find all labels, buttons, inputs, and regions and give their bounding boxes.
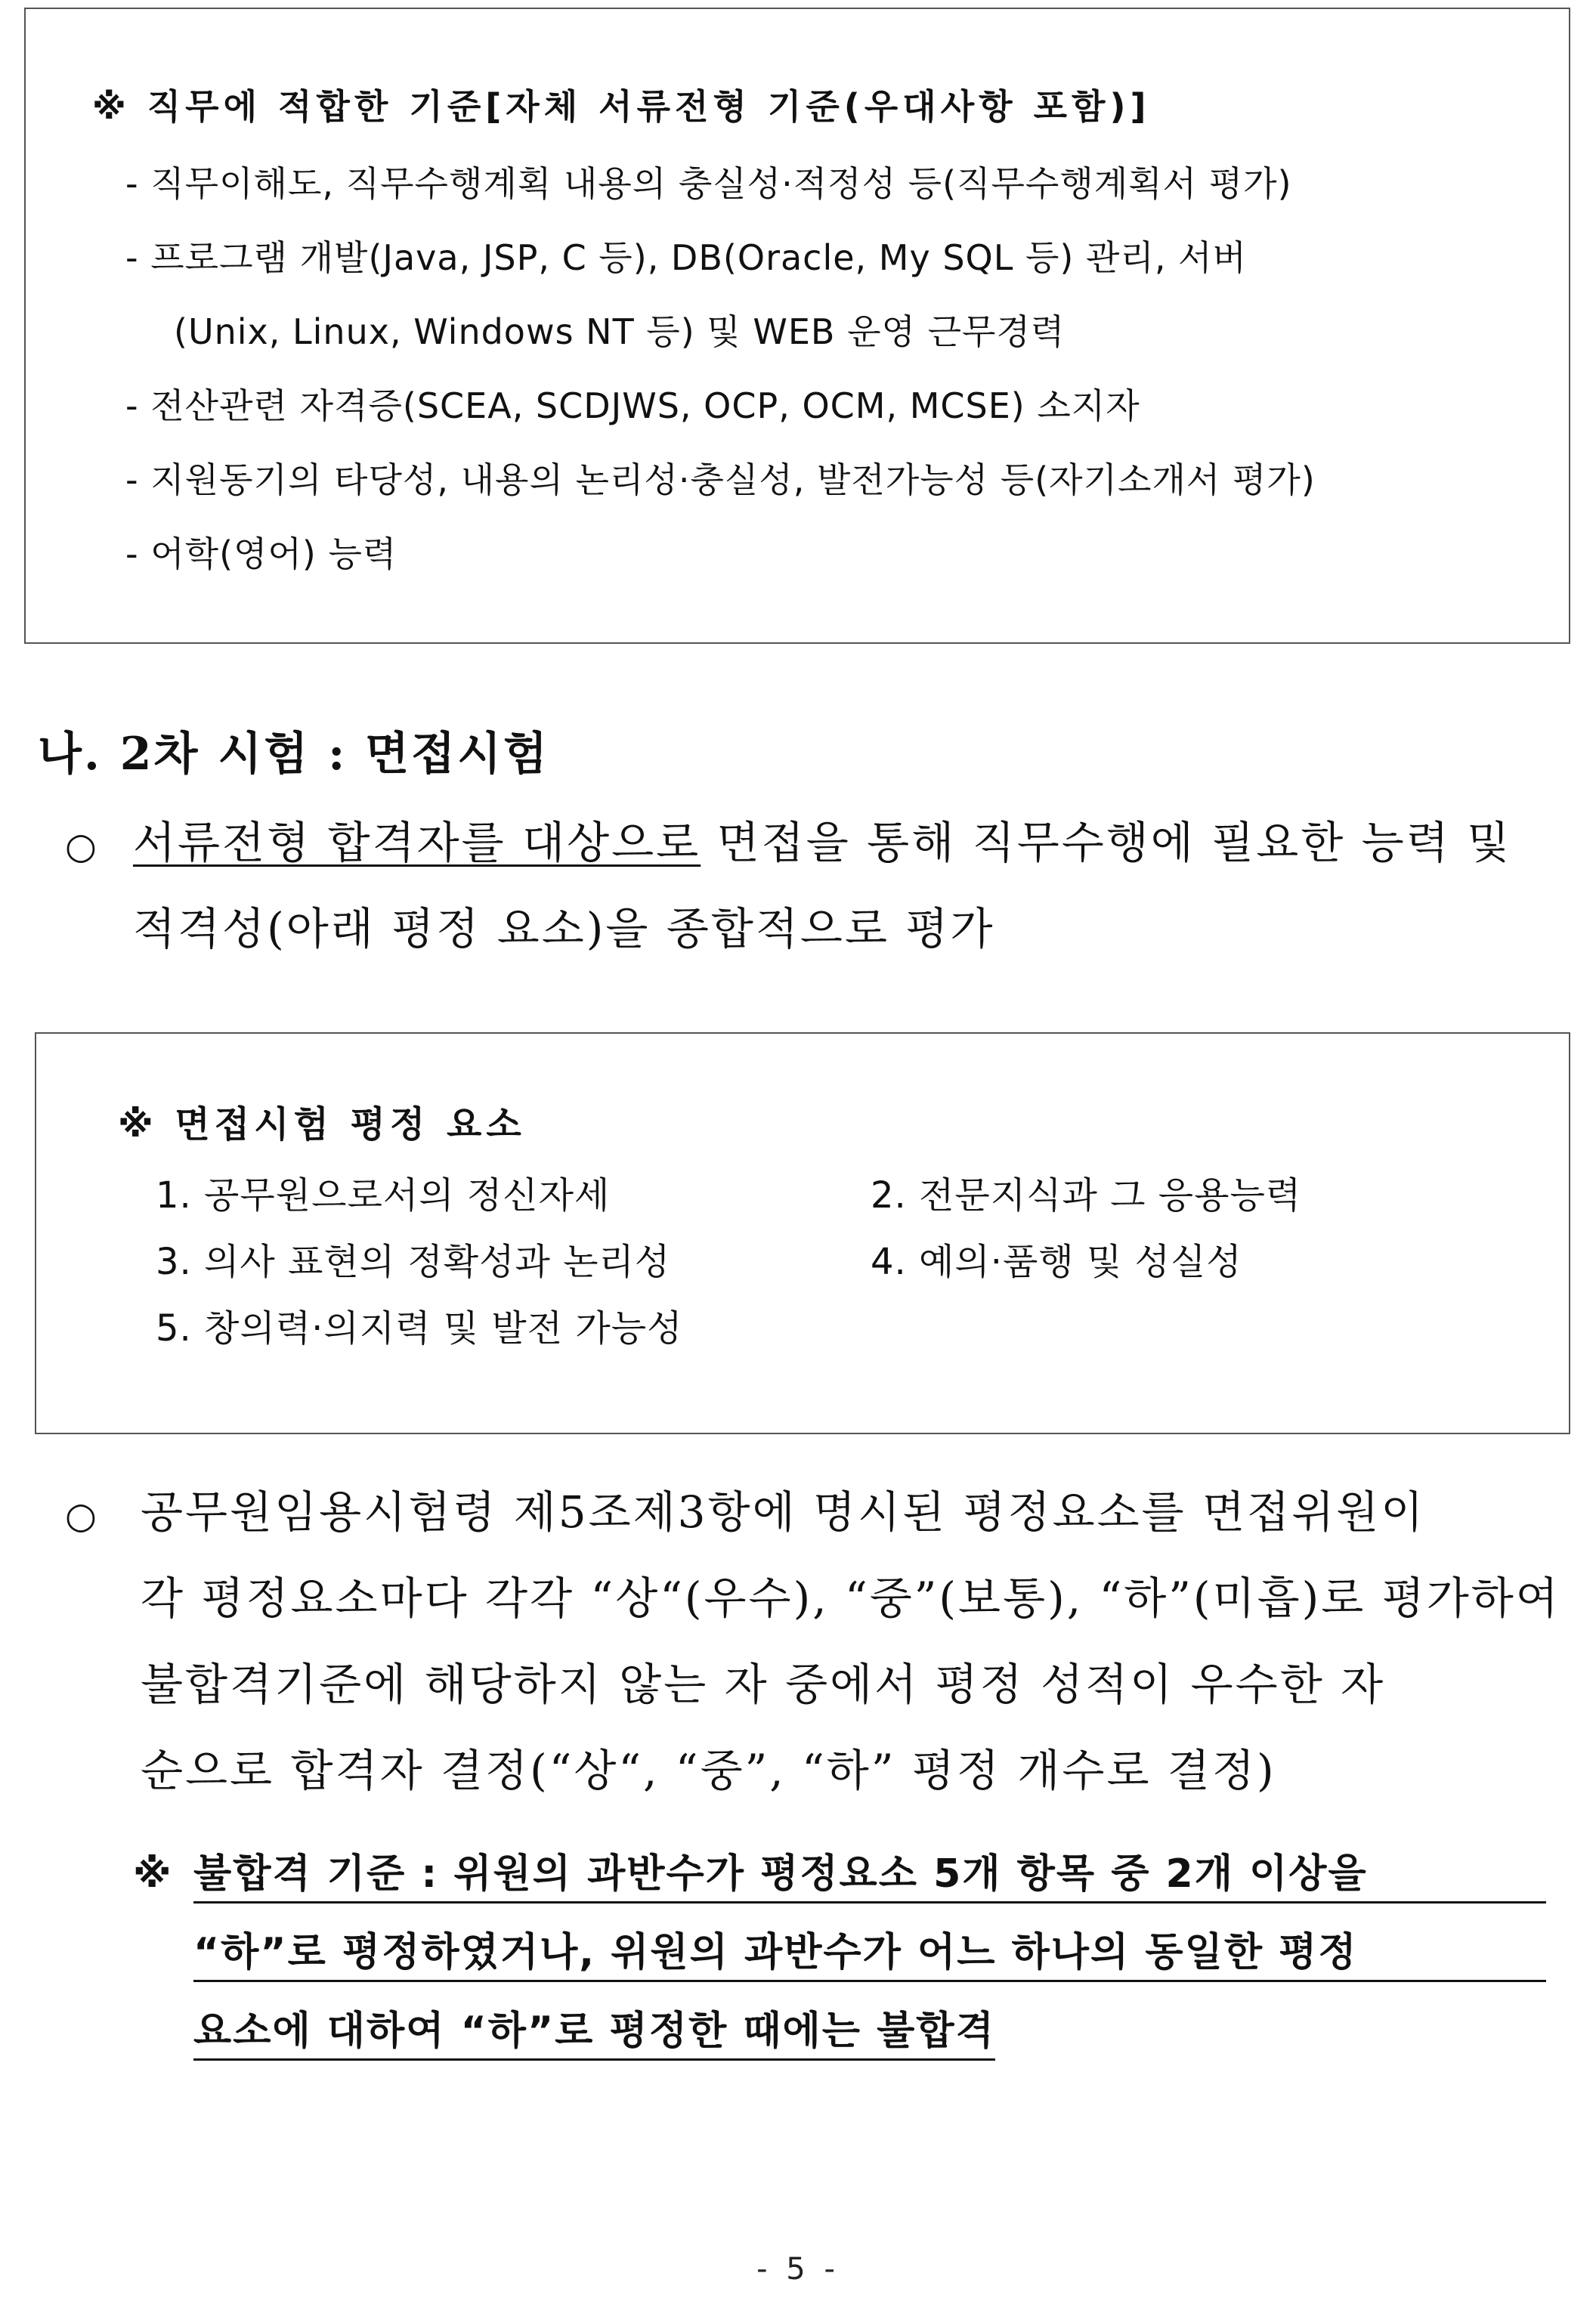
interview-elements-box: [35, 1032, 1570, 1434]
note-line: 불합격 기준 : 위원의 과반수가 평정요소 5개 항목 중 2개 이상을: [193, 1854, 1546, 1904]
element-item-3: 3. 의사 표현의 정확성과 논리성: [156, 1241, 671, 1283]
screening-criteria-title: ※ 직무에 적합한 기준[자체 서류전형 기준(우대사항 포함)]: [92, 86, 1151, 127]
criteria-item: - 어학(영어) 능력: [125, 533, 397, 574]
para2-line: 순으로 합격자 결정(“상“, “중”, “하” 평정 개수로 결정): [141, 1745, 1276, 1796]
criteria-item: - 지원동기의 타당성, 내용의 논리성·충실성, 발전가능성 등(자기소개서 평가): [125, 459, 1316, 500]
criteria-item: - 프로그램 개발(Java, JSP, C 등), DB(Oracle, My SQL 등) 관리, 서버: [125, 237, 1247, 278]
para1-rest: 면접을 통해 직무수행에 필요한 능력 및: [701, 817, 1512, 868]
element-item-2: 2. 전문지식과 그 응용능력: [871, 1174, 1302, 1217]
note-line: 요소에 대하여 “하”로 평정한 때에는 불합격: [193, 2012, 995, 2061]
para1-underlined: 서류전형 합격자를 대상으로: [133, 817, 701, 868]
screening-criteria-box: [24, 8, 1570, 644]
para1-line2: 적격성(아래 평정 요소)을 종합적으로 평가: [133, 903, 995, 954]
interview-elements-title: ※ 면접시험 평정 요소: [118, 1103, 526, 1146]
note-line: “하”로 평정하였거나, 위원의 과반수가 어느 하나의 동일한 평정: [193, 1933, 1546, 1982]
criteria-item-continued: (Unix, Linux, Windows NT 등) 및 WEB 운영 근무경력: [174, 311, 1066, 352]
element-item-4: 4. 예의·품행 및 성실성: [871, 1241, 1242, 1283]
para1-line1: [133, 817, 1512, 868]
page-number: - 5 -: [756, 2252, 840, 2287]
note-mark: ※: [133, 1851, 172, 1897]
criteria-item: - 전산관련 자격증(SCEA, SCDJWS, OCP, OCM, MCSE) 소지자: [125, 385, 1140, 426]
bullet-circle: ○: [65, 1495, 97, 1537]
element-item-5: 5. 창의력·의지력 및 발전 가능성: [156, 1307, 683, 1350]
criteria-item: - 직무이해도, 직무수행계획 내용의 충실성·적정성 등(직무수행계획서 평가): [125, 163, 1292, 204]
para2-line: 각 평정요소마다 각각 “상“(우수), “중”(보통), “하”(미흡)로 평가하여: [141, 1573, 1560, 1624]
para2-line: 불합격기준에 해당하지 않는 자 중에서 평정 성적이 우수한 자: [141, 1659, 1386, 1710]
section-heading: 나. 2차 시험 : 면접시험: [38, 728, 550, 781]
para2-line: 공무원임용시험령 제5조제3항에 명시된 평정요소를 면접위원이: [141, 1486, 1426, 1538]
element-item-1: 1. 공무원으로서의 정신자세: [156, 1174, 611, 1217]
bullet-circle: ○: [65, 825, 97, 867]
